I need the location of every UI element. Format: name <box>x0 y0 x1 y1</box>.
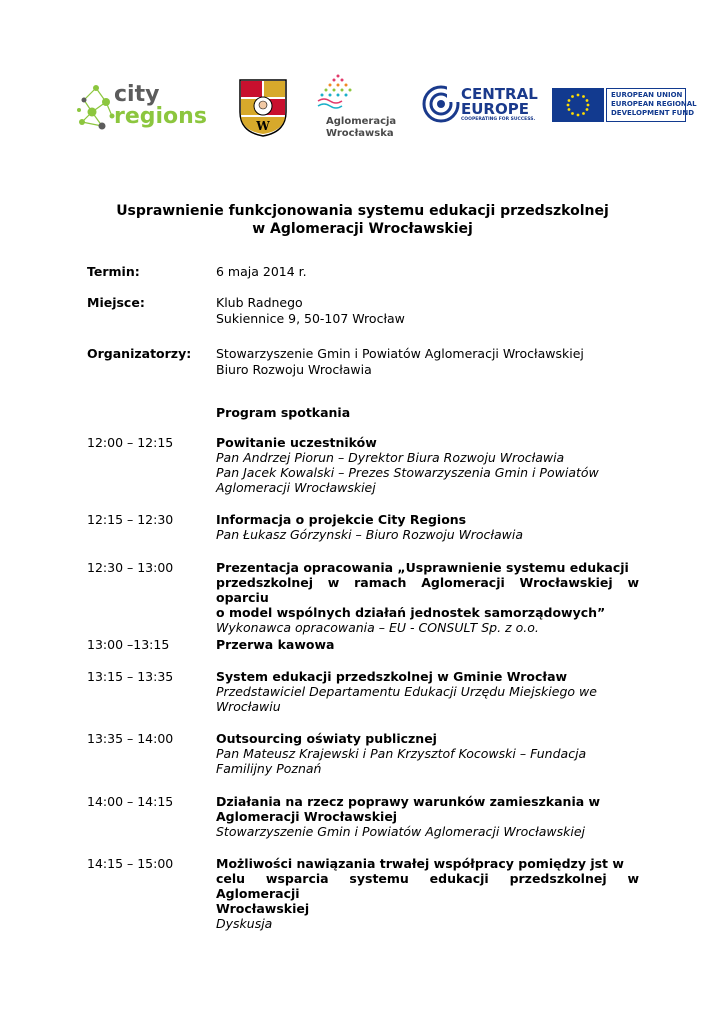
program-content <box>216 794 639 839</box>
program-heading: Program spotkania <box>216 405 351 420</box>
program-title-line: przedszkolnej w ramach Aglomeracji Wrocławskiej w oparciu <box>216 575 639 605</box>
aglomeracja-line1: Aglomeracja <box>326 116 397 127</box>
title-line1: Usprawnienie funkcjonowania systemu edukacji przedszkolnej <box>116 203 609 219</box>
organizatorzy-label: Organizatorzy: <box>87 346 192 361</box>
eu-text <box>611 91 697 118</box>
program-time: 13:00 –13:15 <box>87 637 170 652</box>
program-content <box>216 669 639 714</box>
central-europe-line2: EUROPE <box>461 100 529 118</box>
city-regions-logo <box>76 82 221 137</box>
program-time: 12:15 – 12:30 <box>87 512 174 527</box>
program-content <box>216 560 639 635</box>
program-speaker-line: Przedstawiciel Departamentu Edukacji Urzędu Miejskiego we <box>216 684 597 699</box>
program-time: 14:00 – 14:15 <box>87 794 174 809</box>
program-content <box>216 435 639 495</box>
program-speaker-line: Stowarzyszenie Gmin i Powiatów Aglomeracji Wrocławskiej <box>216 824 585 839</box>
coat-of-arms-icon <box>238 78 288 138</box>
program-speaker-line: Pan Andrzej Piorun – Dyrektor Biura Rozwoju Wrocławia <box>216 450 565 465</box>
city-regions-line1: city <box>114 82 160 107</box>
program-content <box>216 856 639 931</box>
aglomeracja-logo <box>304 72 402 144</box>
central-europe-logo <box>421 84 539 124</box>
program-title-line: Powitanie uczestników <box>216 435 377 450</box>
central-europe-circle-icon <box>421 84 461 124</box>
program-title-line: Aglomeracji Wrocławskiej <box>216 809 398 824</box>
program-content <box>216 637 639 652</box>
organizatorzy-line1: Stowarzyszenie Gmin i Powiatów Aglomeracji Wrocławskiej <box>216 346 584 361</box>
program-speaker-line: Familijny Poznań <box>216 761 322 776</box>
eu-flag-icon <box>552 88 604 122</box>
program-title-line: Informacja o projekcie City Regions <box>216 512 467 527</box>
aglomeracja-dots-icon <box>312 72 362 112</box>
program-speaker-line: Pan Mateusz Krajewski i Pan Krzysztof Kocowski – Fundacja <box>216 746 587 761</box>
program-title-line: Przerwa kawowa <box>216 637 335 652</box>
eu-line2: EUROPEAN REGIONAL <box>611 100 697 108</box>
program-content <box>216 512 639 542</box>
organizatorzy-value <box>216 346 584 378</box>
svg-text:W: W <box>256 119 270 133</box>
central-europe-wordmark <box>461 87 538 117</box>
central-europe-line1: CENTRAL <box>461 85 538 103</box>
eu-line1: EUROPEAN UNION <box>611 91 683 99</box>
aglomeracja-wordmark <box>326 116 396 140</box>
miejsce-value <box>216 295 405 327</box>
program-title-line: Wrocławskiej <box>216 901 310 916</box>
program-time: 12:00 – 12:15 <box>87 435 174 450</box>
termin-value: 6 maja 2014 r. <box>216 264 307 279</box>
wroclaw-crest-logo <box>238 78 288 138</box>
miejsce-label: Miejsce: <box>87 295 145 310</box>
program-speaker-line: Aglomeracji Wrocławskiej <box>216 480 376 495</box>
logo-bar <box>76 70 697 145</box>
program-time: 14:15 – 15:00 <box>87 856 174 871</box>
program-time: 13:15 – 13:35 <box>87 669 174 684</box>
eu-line3: DEVELOPMENT FUND <box>611 109 695 117</box>
miejsce-line1: Klub Radnego <box>216 295 303 310</box>
program-speaker-line: Pan Jacek Kowalski – Prezes Stowarzyszenia Gmin i Powiatów <box>216 465 599 480</box>
title-line2: w Aglomeracji Wrocławskiej <box>252 221 473 237</box>
eu-logo <box>552 88 697 124</box>
termin-label: Termin: <box>87 264 140 279</box>
aglomeracja-line2: Wrocławska <box>326 128 394 139</box>
organizatorzy-line2: Biuro Rozwoju Wrocławia <box>216 362 372 377</box>
city-regions-network-icon <box>76 82 116 137</box>
program-title-line: Outsourcing oświaty publicznej <box>216 731 437 746</box>
program-time: 12:30 – 13:00 <box>87 560 174 575</box>
document-title <box>0 202 725 238</box>
program-content <box>216 731 639 776</box>
program-title-line: System edukacji przedszkolnej w Gminie Wrocław <box>216 669 568 684</box>
program-title-line: o model wspólnych działań jednostek samorządowych” <box>216 605 606 620</box>
program-title-line: Działania na rzecz poprawy warunków zamieszkania w <box>216 794 601 809</box>
program-title-line: Możliwości nawiązania trwałej współpracy pomiędzy jst w <box>216 856 624 871</box>
miejsce-line2: Sukiennice 9, 50-107 Wrocław <box>216 311 405 326</box>
city-regions-line2: regions <box>114 104 207 129</box>
city-regions-wordmark <box>114 84 207 128</box>
program-speaker-line: Dyskusja <box>216 916 273 931</box>
program-title-line: celu wsparcia systemu edukacji przedszkolnej w Aglomeracji <box>216 871 639 901</box>
program-speaker-line: Wykonawca opracowania – EU - CONSULT Sp. z o.o. <box>216 620 539 635</box>
program-time: 13:35 – 14:00 <box>87 731 174 746</box>
eu-text-box <box>606 88 697 122</box>
central-europe-tagline: COOPERATING FOR SUCCESS. <box>461 117 536 122</box>
program-title-line: Prezentacja opracowania „Usprawnienie systemu edukacji <box>216 560 629 575</box>
program-speaker-line: Pan Łukasz Górzynski – Biuro Rozwoju Wrocławia <box>216 527 524 542</box>
program-speaker-line: Wrocławiu <box>216 699 281 714</box>
